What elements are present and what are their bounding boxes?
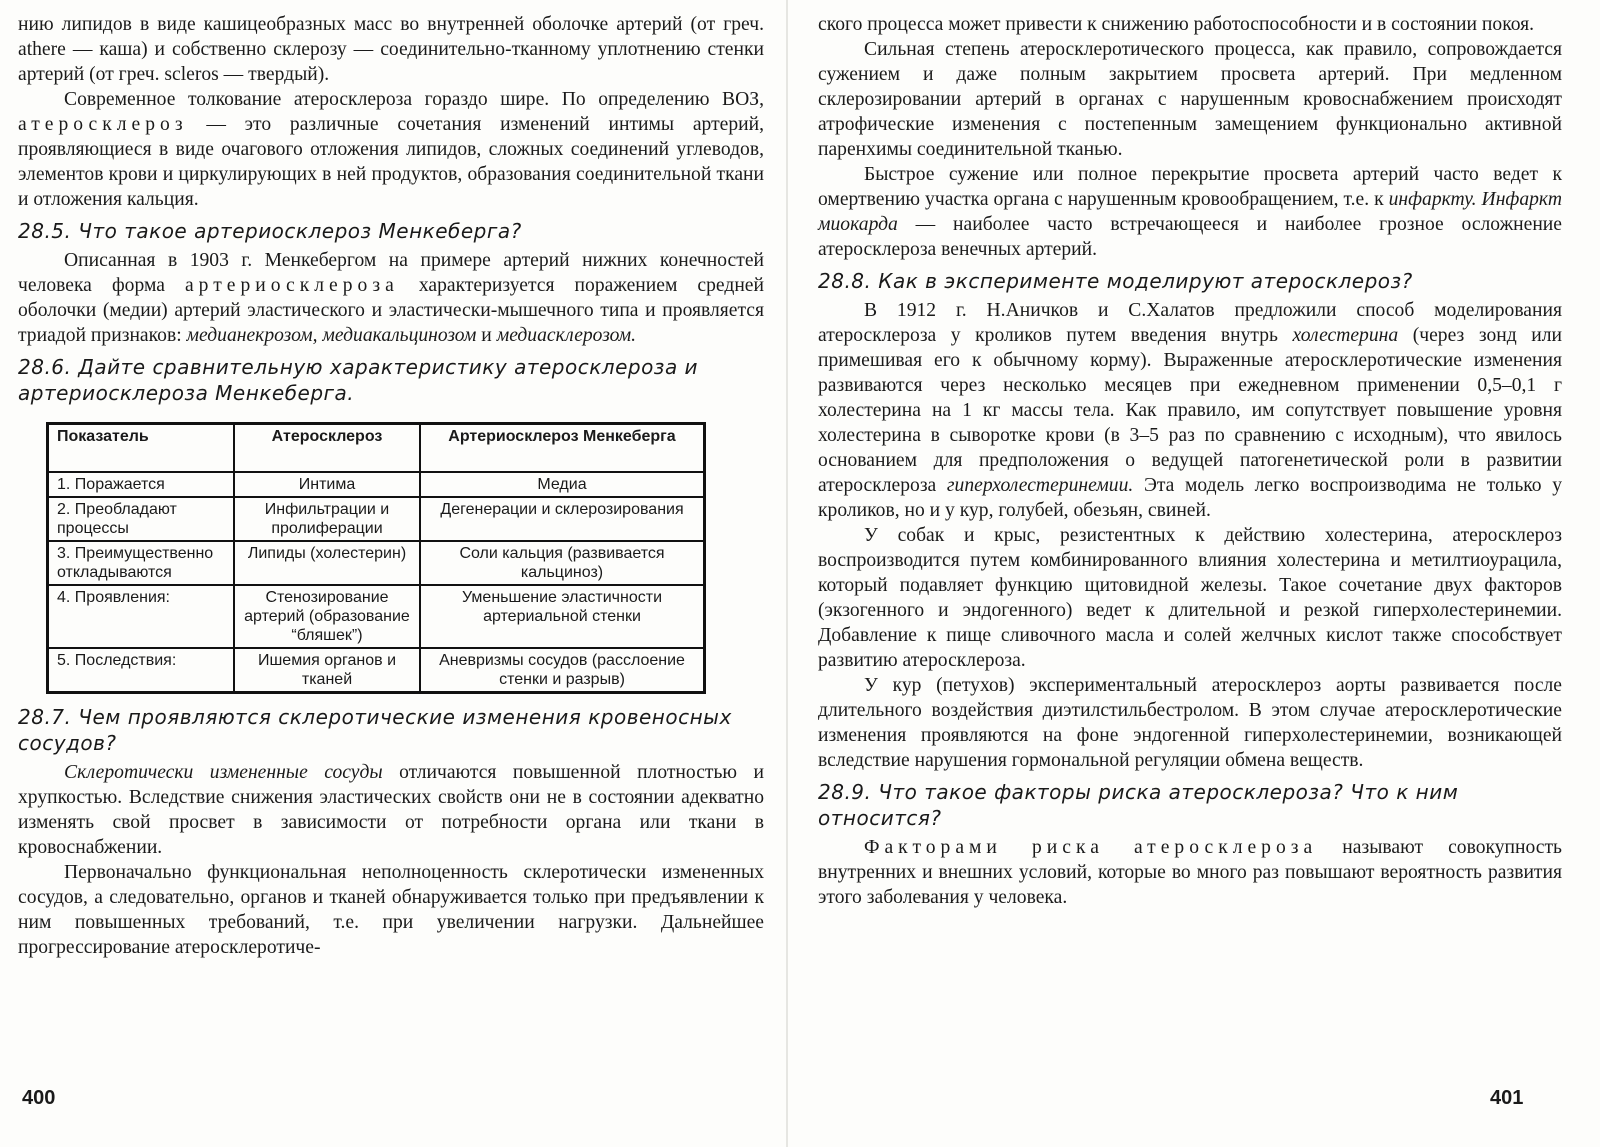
left-page xyxy=(18,12,764,960)
table-row xyxy=(48,585,705,648)
right-para-continuation: ского процесса может привести к снижению работоспособности и в состоянии покоя. xyxy=(818,14,1535,35)
para-28-7-b: Первоначально функциональная неполноценность склеротически измененных сосудов, а следовательно, органов и тканей обнаруживается только при предъявлении к ним повышенных требований, т.е. при увеличении нагрузки. Дальнейшее прогрессирование атеросклеротиче- xyxy=(18,862,764,958)
text-span: отличаются повышенной плотностью и хрупкостью. Вследствие снижения эластических свойств они не в состоянии адекватно изменять свой просвет в зависимости от потребности органа или ткани в кровоснабжении. xyxy=(18,762,764,858)
para-28-5 xyxy=(18,248,764,348)
table-header-row xyxy=(48,424,705,473)
table-cell: Ишемия органов и тканей xyxy=(234,648,420,693)
table-cell: 4. Проявления: xyxy=(48,585,235,648)
italic-term: Склеротически измененные сосуды xyxy=(64,762,383,783)
para-28-7-a xyxy=(18,760,764,860)
right-para-severe-stage: Сильная степень атеросклеротического процесса, как правило, сопровождается сужением и даже полным закрытием просвета артерий. При медленном склерозировании артерий в органах с нарушенным кровоснабжением происходят атрофические изменения с постепенным замещением функционально активной паренхимы соединительной тканью. xyxy=(818,39,1562,160)
italic-term: инфаркту. Инфаркт миокарда xyxy=(818,189,1562,235)
page-gutter xyxy=(786,0,788,1147)
table-cell: Соли кальция (развивается кальциноз) xyxy=(420,541,705,585)
page-number-left: 400 xyxy=(22,1087,56,1109)
table-row xyxy=(48,472,705,497)
text-span: Современное толкование атеросклероза гораздо шире. По определению ВОЗ, xyxy=(64,89,764,110)
italic-term: медиасклерозом. xyxy=(496,325,637,346)
table-cell: Уменьшение эластичности артериальной стенки xyxy=(420,585,705,648)
para-28-9 xyxy=(818,835,1562,910)
para-28-8-c: У кур (петухов) экспериментальный атеросклероз аорты развивается после длительного воздействия диэтилстильбестролом. В этом случае атеросклеротические изменения проявляются на фоне эндогенной гиперхолестеринемии, возникающей вследствие нарушения гормональной регуляции обмена веществ. xyxy=(818,675,1562,771)
text-span: (через зонд или примешивая его к обычному корму). Выраженные атеросклеротические изменения развиваются через несколько месяцев при ежедневном применении 0,5–0,1 г холестерина на 1 кг массы тела. Как правило, им сопутствует повышение уровня холестерина в сыворотке крови (в 3–5 раз по сравнению с исходным), что явилось основанием для предположения о ведущей патогенетической роли в развитии атеросклероза xyxy=(818,325,1562,496)
table-cell: Инфильтрации и пролиферации xyxy=(234,497,420,541)
spaced-term: артериосклероза xyxy=(184,275,399,296)
text-span: Эта модель легко воспроизводима не только у кроликов, но и у кур, голубей, обезьян, свиней. xyxy=(818,475,1563,521)
para-28-8-b: У собак и крыс, резистентных к действию холестерина, атеросклероз воспроизводится путем комбинированного влияния холестерина и метилтиоурацила, который подавляет функцию щитовидной железы. Такое сочетание двух факторов (экзогенного и эндогенного) ведет к длительной и резкой гиперхолестеринемии. Добавление к пище сливочного масла и солей желчных кислот также способствует развитию атеросклероза. xyxy=(818,525,1562,671)
table-row xyxy=(48,541,705,585)
heading-28-6: 28.6. Дайте сравнительную характеристику атеросклероза и артериосклероза Менкеберга. xyxy=(18,355,699,405)
heading-28-7: 28.7. Чем проявляются склеротические изменения кровеносных сосудов? xyxy=(18,705,732,755)
text-span: — это различные сочетания изменений интимы артерий, проявляющиеся в виде очагового отложения липидов, сложных соединений углеводов, элементов крови и циркулирующих в ней продуктов, образования соединительной ткани и отложения кальция. xyxy=(18,114,764,210)
text-span: и xyxy=(481,325,492,346)
text-span: В 1912 г. Н.Аничков и С.Халатов предложили способ моделирования атеросклероза у кроликов путем введения внутрь xyxy=(818,300,1562,346)
table-cell: Дегенерации и склерозирования xyxy=(420,497,705,541)
page-number-right: 401 xyxy=(1490,1087,1524,1109)
text-span: Описанная в 1903 г. Менкебергом на примере артерий нижних конечностей человека форма xyxy=(18,250,764,296)
table-cell: 3. Преимущественно откладываются xyxy=(48,541,235,585)
table-header-cell: Атеросклероз xyxy=(234,424,420,473)
comparison-table-wrapper xyxy=(46,422,710,694)
italic-term: холестерина xyxy=(1292,325,1399,346)
italic-term: гиперхолестеринемии. xyxy=(946,475,1134,496)
table-cell: 2. Преобладают процессы xyxy=(48,497,235,541)
text-span: — наиболее часто встречающееся и наиболее грозное осложнение атеросклероза венечных артерий. xyxy=(818,214,1562,260)
left-para-continuation: нию липидов в виде кашицеобразных масс во внутренней оболочке артерий (от греч. athere — каша) и собственно склерозу — соединительно-тканному уплотнению стенки артерий (от греч. scleros — твердый). xyxy=(18,14,764,85)
table-cell: Липиды (холестерин) xyxy=(234,541,420,585)
para-28-8-a xyxy=(818,298,1562,523)
text-span: называют совокупность внутренних и внешних условий, которые во много раз повышают вероятность развития этого заболевания у человека. xyxy=(818,837,1562,908)
spaced-term: Факторами риска атеросклероза xyxy=(864,837,1318,858)
table-cell: 1. Поражается xyxy=(48,472,235,497)
right-page xyxy=(818,12,1562,910)
heading-28-5: 28.5. Что такое артериосклероз Менкеберга? xyxy=(18,219,522,243)
table-cell: Стенозирование артерий (образование “бляшек”) xyxy=(234,585,420,648)
heading-28-8: 28.8. Как в эксперименте моделируют атеросклероз? xyxy=(818,269,1413,293)
table-cell: Медиа xyxy=(420,472,705,497)
table-cell: Аневризмы сосудов (расслоение стенки и разрыв) xyxy=(420,648,705,693)
table-row xyxy=(48,648,705,693)
heading-28-9: 28.9. Что такое факторы риска атеросклероза? Что к ним относится? xyxy=(818,780,1459,830)
table-header-cell: Показатель xyxy=(48,424,235,473)
table-cell: Интима xyxy=(234,472,420,497)
comparison-table xyxy=(46,422,706,694)
table-row xyxy=(48,497,705,541)
right-para-infarction xyxy=(818,162,1562,262)
spaced-term: атеросклероз xyxy=(18,114,188,135)
text-span: характеризуется поражением средней оболочки (медии) артерий эластического и эластически-мышечного типа и проявляется триадой признаков: xyxy=(18,275,764,346)
table-header-cell: Артериосклероз Менкеберга xyxy=(420,424,705,473)
left-para-who-definition xyxy=(18,87,764,212)
italic-term: медианекрозом, медиакальцинозом xyxy=(186,325,477,346)
table-cell: 5. Последствия: xyxy=(48,648,235,693)
text-span: Быстрое сужение или полное перекрытие просвета артерий часто ведет к омертвению участка органа с нарушенным кровообращением, т.е. к xyxy=(818,164,1562,210)
